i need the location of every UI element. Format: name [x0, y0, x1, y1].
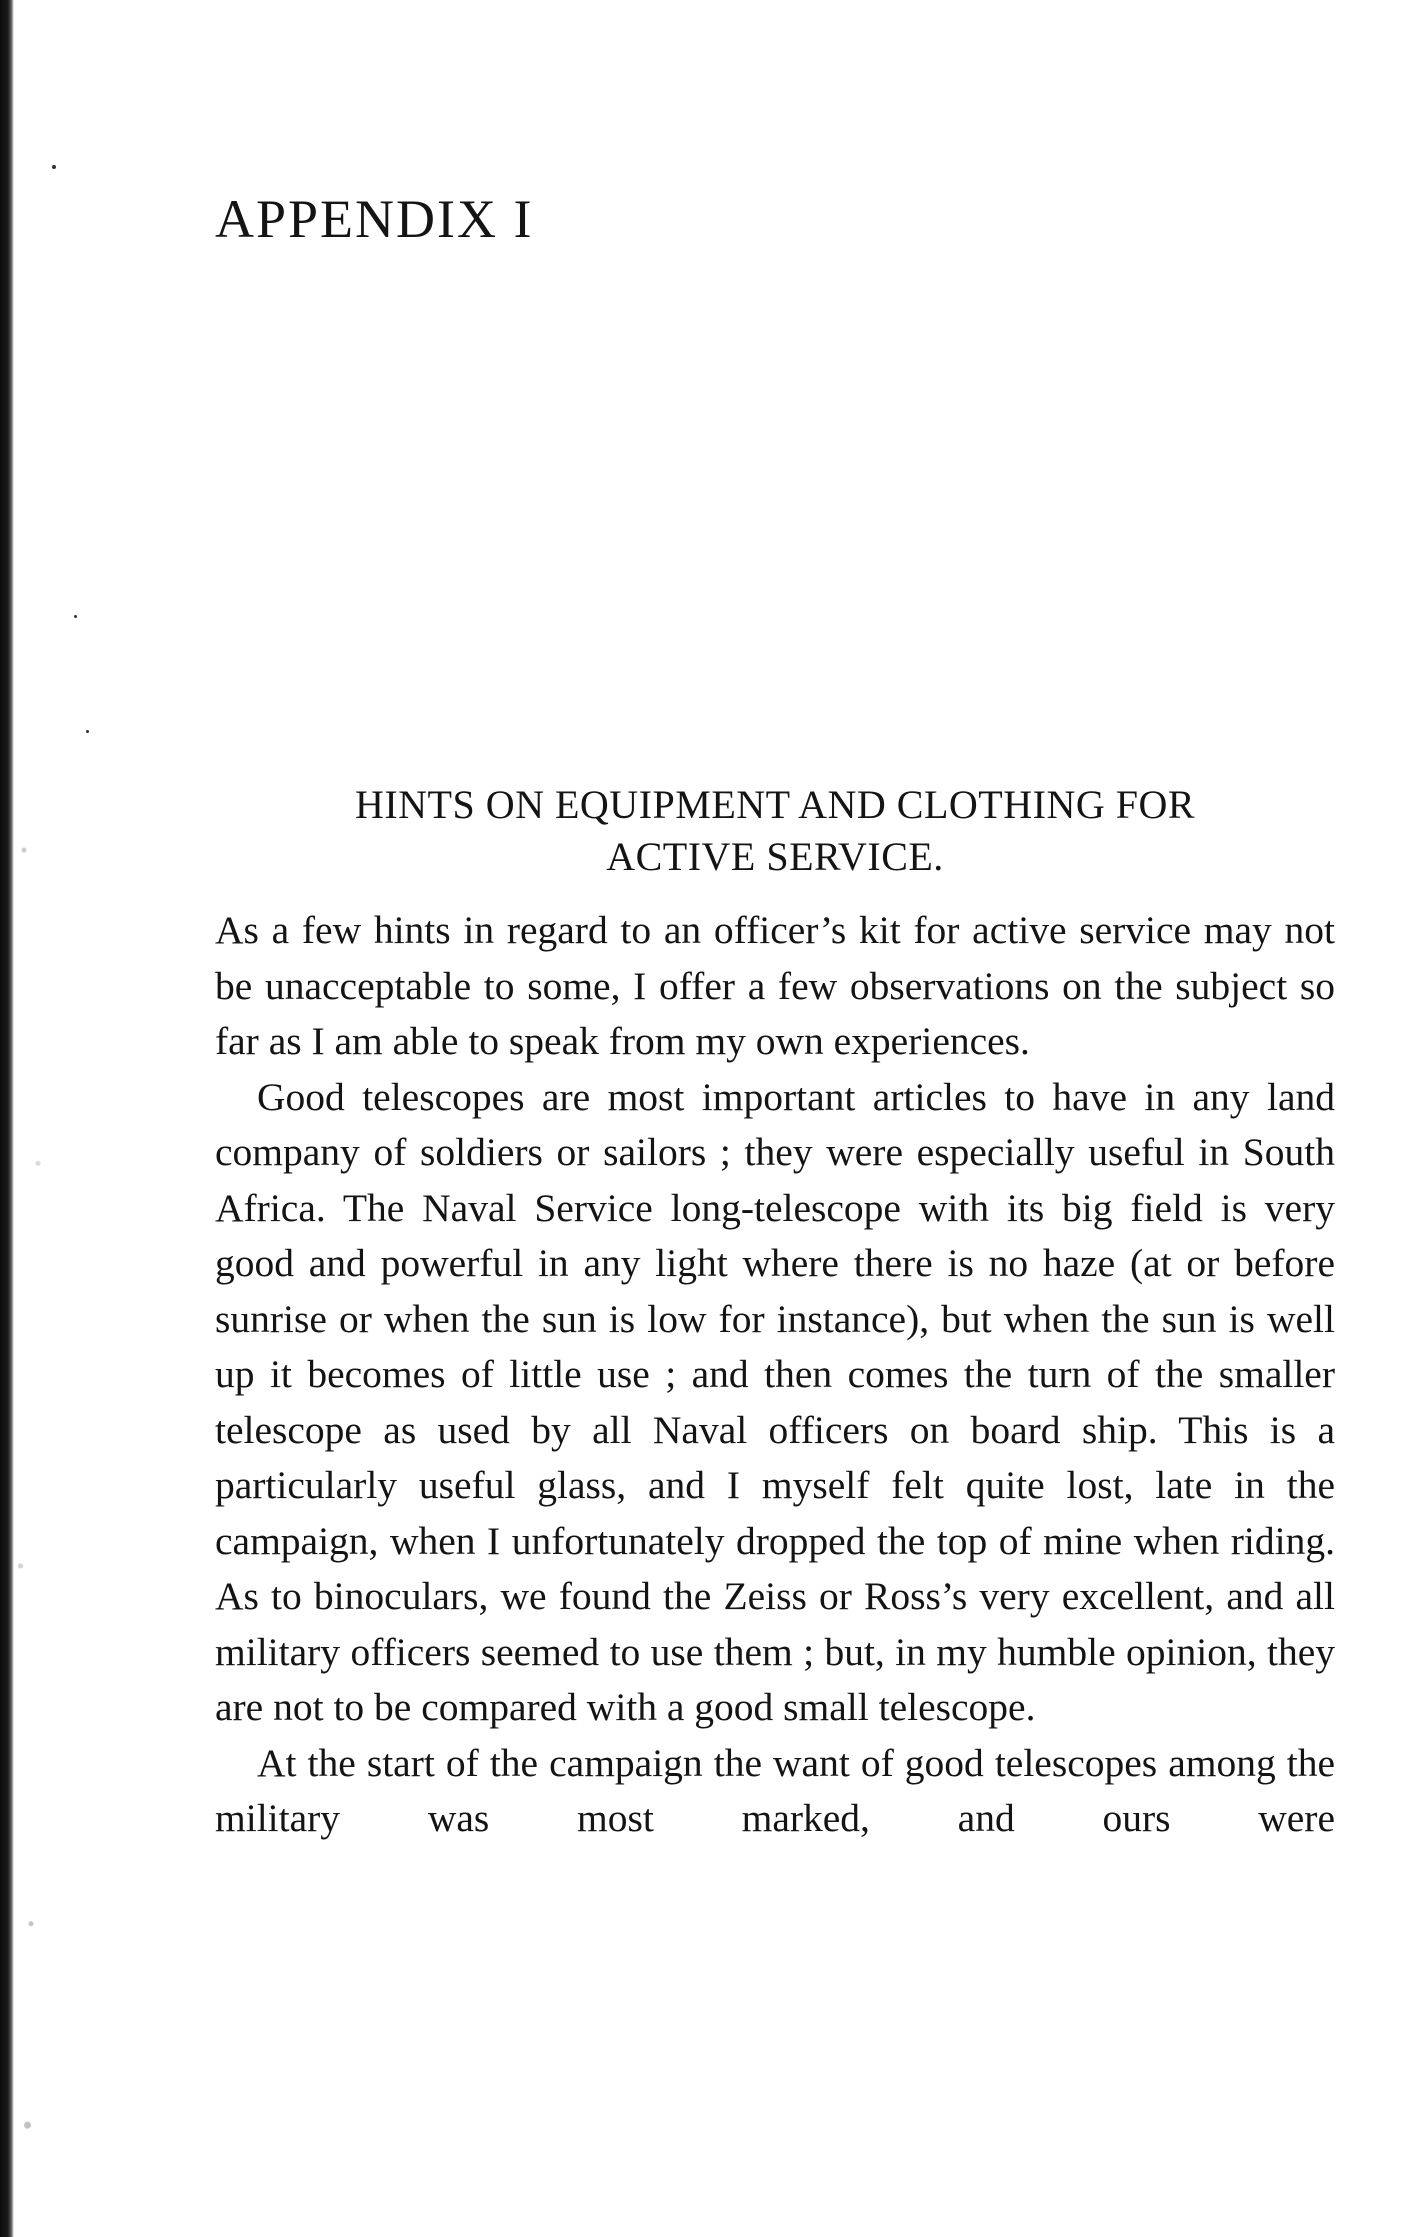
- page-content: [215, 190, 1335, 1847]
- paragraph-telescopes: Good telescopes are most important articles to have in any land company of soldiers or sailors ; they were especially useful in South Africa. The Naval Service long-telescope with its big field is very good and powerful in any light where there is no haze (at or before sunrise or when the sun is low for instance), but when the sun is well up it becomes of little use ; and then comes the turn of the smaller telescope as used by all Naval officers on board ship. This is a particularly useful glass, and I myself felt quite lost, late in the campaign, when I unfortunately dropped the top of mine when riding. As to binoculars, we found the Zeiss or Ross’s very excellent, and all military officers seemed to use them ; but, in my humble opinion, they are not to be compared with a good small telescope.: [215, 1074, 1335, 1730]
- paragraph-campaign-start: At the start of the campaign the want of good telescopes among the military was most marked, and ours were: [215, 1740, 1335, 1841]
- section-heading-line-2: ACTIVE SERVICE.: [606, 834, 944, 880]
- scan-binding-noise: [10, 0, 80, 2237]
- paragraph-kit-intro: As a few hints in regard to an officer’s kit for active service may not be unacceptable to some, I offer a few observations on the subject so far as I am able to speak from my own experiences.: [215, 908, 1335, 1064]
- scan-speck: [74, 615, 77, 618]
- section-heading: [215, 779, 1335, 883]
- section-heading-line-1: HINTS ON EQUIPMENT AND CLOTHING FOR: [354, 782, 1196, 828]
- body-text: [215, 903, 1335, 1847]
- scan-speck: [52, 165, 56, 169]
- appendix-title: APPENDIX I: [215, 189, 534, 249]
- scan-speck: [86, 730, 89, 733]
